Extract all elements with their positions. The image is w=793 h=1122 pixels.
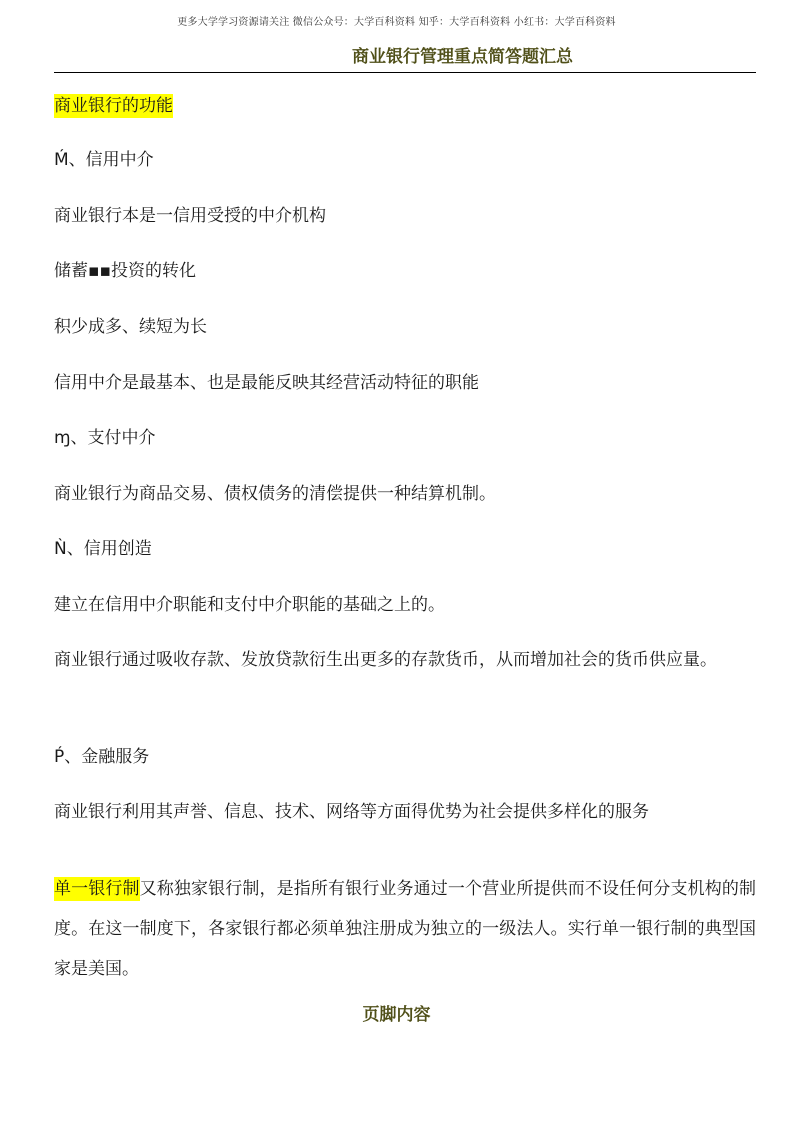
document-title: 商业银行管理重点简答题汇总 (352, 47, 573, 67)
section-heading-highlight: 商业银行的功能 (54, 96, 173, 116)
list-item-function-3: Ǹ、信用创造 (54, 539, 152, 559)
list-item: 商业银行利用其声誉、信息、技术、网络等方面得优势为社会提供多样化的服务 (54, 802, 649, 822)
list-item: 信用中介是最基本、也是最能反映其经营活动特征的职能 (54, 373, 479, 393)
list-item: 积少成多、续短为长 (54, 317, 207, 337)
section-heading (54, 94, 173, 118)
list-item-function-2: ɱ、支付中介 (54, 428, 156, 448)
definition-term: 单一银行制 (54, 879, 140, 899)
page-footer: 页脚内容 (362, 1005, 431, 1025)
list-item: 商业银行为商品交易、债权债务的清偿提供一种结算机制。 (54, 484, 496, 504)
list-item: 商业银行本是一信用受授的中介机构 (54, 206, 326, 226)
definition-paragraph (54, 869, 756, 989)
top-banner: 更多大学学习资源请关注 微信公众号：大学百科资料 知乎：大学百科资料 小红书：大学百科资料 (177, 17, 616, 28)
list-item: 建立在信用中介职能和支付中介职能的基础之上的。 (54, 595, 445, 615)
list-item-function-1: Ḿ、信用中介 (54, 150, 154, 170)
definition-body: 又称独家银行制，是指所有银行业务通过一个营业所提供而不设任何分支机构的制度。在这一制度下，各家银行都必须单独注册成为独立的一级法人。实行单一银行制的典型国家是美国。 (54, 879, 756, 979)
paragraph-credit-creation: 商业银行通过吸收存款、发放贷款衍生出更多的存款货币，从而增加社会的货币供应量。 (54, 650, 717, 670)
list-item: 储蓄▪▪投资的转化 (54, 261, 197, 281)
header-divider (54, 72, 756, 73)
list-item-function-4: Ṕ、金融服务 (54, 747, 150, 767)
